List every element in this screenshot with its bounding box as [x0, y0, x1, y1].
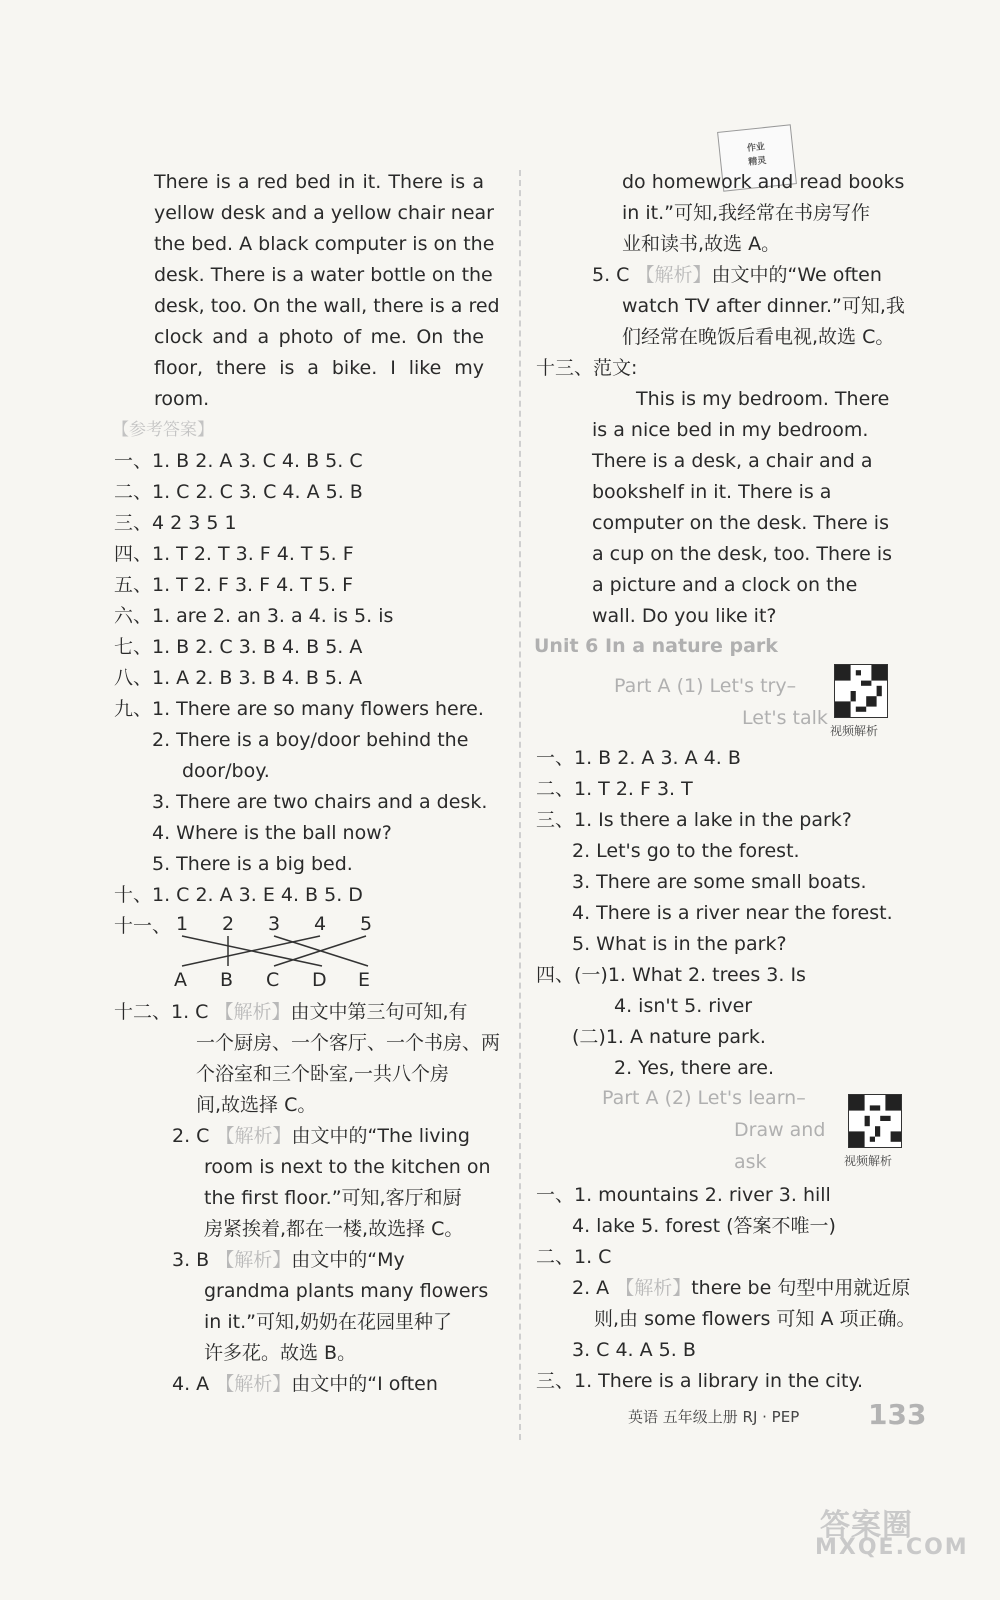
nine-item-2-cont: door/boy. — [182, 760, 270, 782]
nine-item-5: 5. There is a big bed. — [152, 853, 353, 875]
match-bottom-b: B — [220, 969, 234, 991]
unit6-row-3-item-5: 5. What is in the park? — [572, 933, 787, 955]
unit6-row-4b-cont: 2. Yes, there are. — [614, 1057, 774, 1079]
twelve-q1-text: 由文中第三句可知,有 — [290, 1001, 468, 1023]
twelve-q3-line-4: 许多花。故选 B。 — [204, 1342, 357, 1364]
essay-line-7: a picture and a clock on the — [592, 574, 858, 596]
analysis-tag: 【解析】 — [214, 1001, 291, 1023]
qr-pattern — [849, 1095, 901, 1147]
passage-line-1: There is a red bed in it. There is a — [154, 171, 484, 193]
twelve-q4-prefix: 4. A — [172, 1373, 216, 1395]
matching-diagram — [172, 912, 402, 992]
q5-line-2: watch TV after dinner.”可知,我 — [622, 295, 905, 317]
match-bottom-e: E — [358, 969, 371, 991]
q5-text: 由文中的“We often — [711, 264, 882, 286]
unit6-row-3-item-3: 3. There are some small boats. — [572, 871, 867, 893]
vocab-q2 — [572, 1276, 910, 1300]
cont-line-1: do homework and read books — [622, 171, 905, 193]
answer-row-1: 一、1. B 2. A 3. C 4. B 5. C — [114, 450, 363, 472]
vocab-q2-line-2: 则,由 some flowers 可知 A 项正确。 — [594, 1308, 916, 1330]
qr-label-1: 视频解析 — [830, 724, 879, 738]
vocab-q3: 3. C 4. A 5. B — [572, 1339, 696, 1361]
match-top-4: 4 — [314, 913, 327, 935]
twelve-q2-prefix: 2. C — [172, 1125, 216, 1147]
twelve-q1-line-3: 个浴室和三个卧室,一共八个房 — [196, 1063, 450, 1085]
stamp-line-1: 作业 — [746, 142, 766, 154]
passage-line-3: the bed. A black computer is on the — [154, 233, 495, 255]
vocab-q2-prefix: 2. A — [572, 1277, 616, 1299]
essay-line-8: wall. Do you like it? — [592, 605, 777, 627]
essay-line-1: This is my bedroom. There — [636, 388, 890, 410]
essay-line-3: There is a desk, a chair and a — [592, 450, 873, 472]
page-number: 133 — [868, 1398, 927, 1431]
match-bottom-a: A — [174, 969, 187, 991]
match-bottom-c: C — [266, 969, 280, 991]
vocab-row-1-cont: 4. lake 5. forest (答案不唯一) — [572, 1215, 836, 1237]
unit6-row-3-item-2: 2. Let's go to the forest. — [572, 840, 800, 862]
twelve-q4-text: 由文中的“I often — [291, 1373, 438, 1395]
cont-line-3: 业和读书,故选 A。 — [622, 233, 781, 255]
unit6-row-2: 二、1. T 2. F 3. T — [536, 778, 693, 800]
cont-line-2: in it.”可知,我经常在书房写作 — [622, 202, 871, 224]
part-a2-subtitle-2: ask — [734, 1151, 767, 1173]
thirteen-label: 十三、范文: — [536, 357, 638, 379]
match-top-2: 2 — [222, 913, 235, 935]
passage-line-7: floor, there is a bike. I like my — [154, 357, 484, 379]
twelve-q2-line-3: the first floor.”可知,客厅和厨 — [204, 1187, 462, 1209]
answer-key-tag: 【参考答案】 — [112, 420, 214, 440]
watermark-url: MXQE.COM — [815, 1535, 969, 1560]
match-top-3: 3 — [268, 913, 281, 935]
match-top-5: 5 — [360, 913, 373, 935]
unit6-row-4a: 四、(一)1. What 2. trees 3. Is — [536, 964, 806, 986]
unit6-row-4b: (二)1. A nature park. — [572, 1026, 766, 1048]
watermark-logo: 答案圈 — [820, 1508, 913, 1543]
column-divider — [519, 170, 521, 1440]
passage-line-5: desk, too. On the wall, there is a red — [154, 295, 500, 317]
twelve-q3-line-3: in it.”可知,奶奶在花园里种了 — [204, 1311, 453, 1333]
nine-item-2: 2. There is a boy/door behind the — [152, 729, 469, 751]
part-a2-title: Part A (2) Let's learn– — [602, 1087, 806, 1109]
unit6-row-3: 三、1. Is there a lake in the park? — [536, 809, 852, 831]
unit6-row-3-item-4: 4. There is a river near the forest. — [572, 902, 893, 924]
footer-text: 英语 五年级上册 RJ · PEP — [628, 1408, 800, 1426]
q5 — [592, 263, 882, 287]
nine-item-3: 3. There are two chairs and a desk. — [152, 791, 488, 813]
q5-line-3: 们经常在晚饭后看电视,故选 C。 — [622, 326, 895, 348]
twelve-q3-text: 由文中的“My — [291, 1249, 405, 1271]
passage-line-8: room. — [154, 388, 210, 410]
passage-line-4: desk. There is a water bottle on the — [154, 264, 493, 286]
vocab-row-2: 二、1. C — [536, 1246, 612, 1268]
twelve-q1-line-4: 间,故选择 C。 — [196, 1094, 317, 1116]
part-a1-subtitle: Let's talk — [742, 707, 828, 729]
passage-line-6: clock and a photo of me. On the — [154, 326, 484, 348]
twelve-q1 — [114, 1000, 468, 1024]
answer-row-5: 五、1. T 2. F 3. F 4. T 5. F — [114, 574, 353, 596]
twelve-q2-line-4: 房紧挨着,都在一楼,故选择 C。 — [204, 1218, 464, 1240]
vocab-row-3: 三、1. There is a library in the city. — [536, 1370, 864, 1392]
answer-row-3: 三、4 2 3 5 1 — [114, 512, 237, 534]
q5-prefix: 5. C — [592, 264, 636, 286]
answer-row-7: 七、1. B 2. C 3. B 4. B 5. A — [114, 636, 363, 658]
twelve-q4 — [172, 1372, 438, 1396]
qr-label-2: 视频解析 — [844, 1154, 893, 1168]
answer-row-10: 十、1. C 2. A 3. E 4. B 5. D — [114, 884, 363, 906]
twelve-q3-line-2: grandma plants many flowers — [204, 1280, 489, 1302]
nine-item-4: 4. Where is the ball now? — [152, 822, 392, 844]
answer-row-9: 九、1. There are so many flowers here. — [114, 698, 484, 720]
unit6-row-4a-cont: 4. isn't 5. river — [614, 995, 753, 1017]
twelve-q2-line-2: room is next to the kitchen on — [204, 1156, 491, 1178]
analysis-tag: 【解析】 — [615, 1277, 692, 1299]
twelve-q1-line-2: 一个厨房、一个客厅、一个书房、两 — [196, 1032, 501, 1054]
essay-line-2: is a nice bed in my bedroom. — [592, 419, 869, 441]
match-lines — [172, 934, 402, 968]
twelve-q3-prefix: 3. B — [172, 1249, 216, 1271]
eleven-label: 十一、 — [114, 915, 172, 937]
answer-row-8: 八、1. A 2. B 3. B 4. B 5. A — [114, 667, 363, 689]
unit-title: Unit 6 In a nature park — [534, 635, 778, 657]
qr-code-1[interactable] — [834, 664, 888, 718]
twelve-q1-prefix: 十二、1. C — [114, 1001, 215, 1023]
answer-row-6: 六、1. are 2. an 3. a 4. is 5. is — [114, 605, 394, 627]
essay-line-4: bookshelf in it. There is a — [592, 481, 832, 503]
answer-row-2: 二、1. C 2. C 3. C 4. A 5. B — [114, 481, 363, 503]
qr-pattern — [835, 665, 887, 717]
passage-line-2: yellow desk and a yellow chair near — [154, 202, 494, 224]
match-top-1: 1 — [176, 913, 189, 935]
essay-line-5: computer on the desk. There is — [592, 512, 889, 534]
analysis-tag: 【解析】 — [215, 1373, 292, 1395]
part-a1-title: Part A (1) Let's try– — [614, 675, 797, 697]
analysis-tag: 【解析】 — [215, 1249, 292, 1271]
qr-code-2[interactable] — [848, 1094, 902, 1148]
answer-row-4: 四、1. T 2. T 3. F 4. T 5. F — [114, 543, 354, 565]
unit6-row-1: 一、1. B 2. A 3. A 4. B — [536, 747, 741, 769]
match-bottom-d: D — [312, 969, 327, 991]
twelve-q2 — [172, 1124, 470, 1148]
analysis-tag: 【解析】 — [635, 264, 712, 286]
vocab-q2-text: there be 句型中用就近原 — [691, 1277, 911, 1299]
vocab-row-1: 一、1. mountains 2. river 3. hill — [536, 1184, 831, 1206]
part-a2-subtitle-1: Draw and — [734, 1119, 826, 1141]
essay-line-6: a cup on the desk, too. There is — [592, 543, 893, 565]
stamp-line-2: 精灵 — [747, 156, 767, 168]
analysis-tag: 【解析】 — [215, 1125, 292, 1147]
twelve-q3 — [172, 1248, 405, 1272]
twelve-q2-text: 由文中的“The living — [291, 1125, 470, 1147]
